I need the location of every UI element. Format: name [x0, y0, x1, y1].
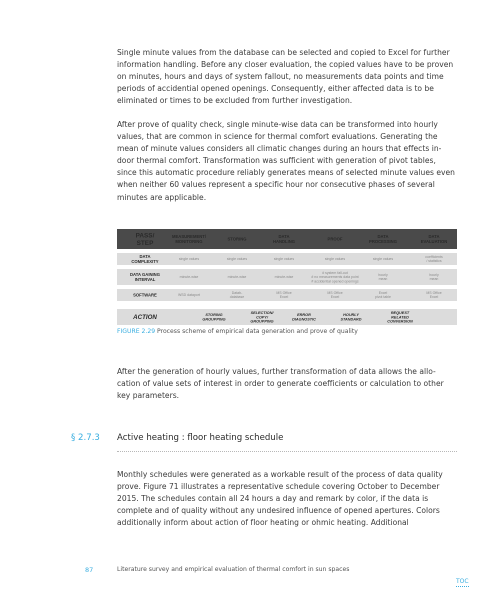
action-item: RELATED: [391, 315, 409, 320]
row-cell: minute-wise: [274, 275, 294, 280]
action-item: GROUPPING: [202, 317, 226, 322]
action-item: DIAGNOSTIC: [292, 317, 316, 322]
action-item: STANDARD: [340, 317, 362, 322]
row-cell: single values: [226, 257, 248, 262]
section-title: Active heating : floor heating schedule: [117, 433, 284, 443]
body-paragraph: After prove of quality check, single minute-wise data can be transformed into hourly values, that are common in science for thermal comfort evaluations. Generating the mean of minute values considers all climatic changes during an hours that effects in-door thermal comfort. Transformation was sufficient with generation of pivot tables, since this automatic procedure reliably generates means of selected minute values even when neither 60 values represent a specific hour nor consecutive phases of several minutes are applicable.: [117, 120, 455, 202]
body-paragraph: Single minute values from the database can be selected and copied to Excel for further information handling. Before any closer evaluation, the copied values have to be proven on minutes, hours and days of system fallout, no measurements data points and time periods of accidential opened openings. Consequently, either affected data is to be eliminated or times to be excluded from further investigation.: [117, 48, 454, 106]
row-cell: pivot table: [375, 295, 391, 300]
row-cell: database: [229, 295, 245, 300]
action-item: REQUEST: [390, 310, 410, 315]
row-cell: Excel: [429, 295, 439, 300]
row-cell: single values: [273, 257, 295, 262]
header-column-label: PROOF: [327, 236, 343, 242]
row-cell: / statistics: [426, 259, 442, 264]
header-column-label: DATA: [377, 234, 389, 240]
figure-caption-text: Process scheme of empirical data generation and prove of quality: [157, 328, 358, 335]
action-item: STORING: [205, 313, 223, 318]
action-item: GROUPPING: [250, 319, 274, 324]
row-cell: single values: [178, 257, 200, 262]
toc-link[interactable]: TOC: [456, 578, 469, 585]
action-item: SELECTION/: [250, 310, 274, 315]
row-cell: Excel: [378, 291, 388, 296]
row-cell: minute-wise: [179, 275, 199, 280]
row-cell: MS Office: [327, 291, 343, 296]
row-cell: MS Office: [276, 291, 292, 296]
row-cell: # accidential opened openings: [311, 279, 359, 284]
row-cell: # no measurements data point: [311, 275, 359, 280]
row-cell: single values: [372, 257, 394, 262]
row-cell: mean: [429, 277, 439, 282]
running-title: Literature survey and empirical evaluation of thermal comfort in sun spaces: [117, 566, 350, 573]
header-column-label: MEASUREMENT/: [172, 234, 206, 240]
section-number: [71, 433, 100, 443]
header-pass-step: PASS/: [135, 232, 155, 240]
header-column-label: HANDLING: [272, 238, 296, 244]
process-scheme-figure: [117, 229, 457, 326]
row-label: COMPLEXITY: [131, 258, 159, 264]
action-item: CONVERSION: [387, 319, 413, 324]
body-paragraph: After the generation of hourly values, further transformation of data allows the allo-cation of value sets of interest in order to generate coefficients or calculation to other key parameters.: [117, 367, 444, 401]
row-cell: # system fall-out: [322, 271, 348, 276]
header-column-label: MONITORING: [175, 238, 203, 244]
row-label: SOFTWARE: [133, 292, 157, 298]
row-cell: hourly: [378, 273, 388, 278]
header-pass-step: STEP: [136, 239, 154, 247]
row-cell: Excel: [279, 295, 289, 300]
action-item: ERROR: [297, 313, 311, 318]
row-cell: single values: [324, 257, 346, 262]
row-cell: minute-wise: [227, 275, 247, 280]
action-item: COPY/: [256, 315, 268, 320]
row-cell: mean: [378, 277, 388, 282]
row-cell: coefficients: [425, 255, 443, 260]
figure-caption-label: FIGURE 2.29: [117, 328, 156, 335]
row-label: DATA: [139, 254, 151, 260]
body-paragraph: Monthly schedules were generated as a workable result of the process of data quality prove. Figure 71 illustrates a representative schedule covering October to December 2015. The schedules contain all 24 hours a day and remark by color, if the data is complete and of quality without any undesired influence of opened apertures. Colors additionally inform about action of floor heating or ohmic heating. Additional: [117, 470, 443, 528]
header-column-label: STORING: [227, 236, 247, 242]
section-divider: [117, 451, 457, 452]
row-label: INTERVAL: [134, 276, 156, 282]
header-column-label: EVALUATION: [420, 238, 448, 244]
section-symbol: §: [71, 433, 76, 443]
header-column-label: DATA: [278, 234, 290, 240]
section-number-value: 2.7.3: [78, 433, 100, 443]
row-cell: WSD dataport: [178, 293, 200, 298]
action-label: ACTION: [133, 314, 157, 322]
figure-caption: [117, 328, 358, 335]
page-number: 87: [85, 566, 94, 574]
row-cell: hourly: [429, 273, 439, 278]
action-item: HOURLY: [343, 313, 359, 318]
header-column-label: DATA: [428, 234, 440, 240]
row-cell: Datab-: [231, 291, 243, 296]
row-cell: MS Office: [426, 291, 442, 296]
header-column-label: PROCESSING: [369, 238, 397, 244]
row-cell: Excel: [330, 295, 340, 300]
row-label: DATA GAINING: [130, 272, 160, 278]
